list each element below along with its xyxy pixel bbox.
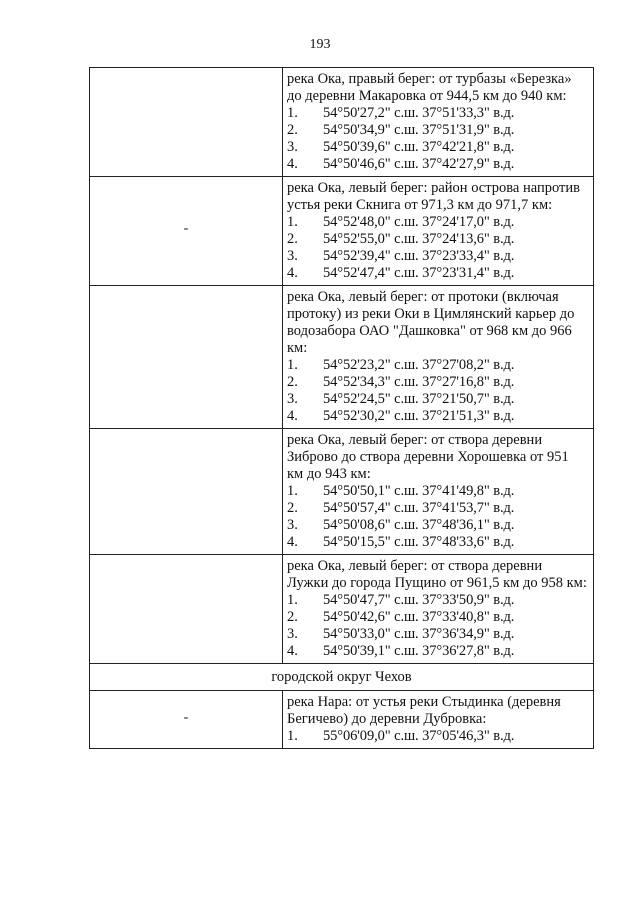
river-section-description: река Ока, левый берег: от створа деревни Зиброво до створа деревни Хорошевка от 951 км до 943 км: bbox=[287, 432, 569, 482]
point-coordinates: 54°52'24,5" с.ш. 37°21'50,7" в.д. bbox=[323, 391, 515, 407]
coordinate-point bbox=[287, 156, 587, 173]
point-number: 2. bbox=[287, 231, 298, 247]
point-coordinates: 54°50'47,7" с.ш. 37°33'50,9" в.д. bbox=[323, 592, 515, 608]
marker-cell bbox=[90, 429, 283, 555]
point-coordinates: 54°52'55,0" с.ш. 37°24'13,6" в.д. bbox=[323, 231, 515, 247]
point-coordinates: 54°50'57,4" с.ш. 37°41'53,7" в.д. bbox=[323, 500, 515, 516]
coordinate-point bbox=[287, 626, 587, 643]
coordinate-point bbox=[287, 408, 587, 425]
marker-cell bbox=[90, 286, 283, 429]
point-coordinates: 54°52'48,0" с.ш. 37°24'17,0" в.д. bbox=[323, 214, 515, 230]
marker-cell bbox=[90, 177, 283, 286]
river-section-description: река Ока, левый берег: район острова напротив устья реки Скнига от 971,3 км до 971,7 км: bbox=[287, 180, 580, 213]
point-number: 2. bbox=[287, 609, 298, 625]
table-row bbox=[90, 68, 594, 177]
point-number: 4. bbox=[287, 156, 298, 172]
point-number: 4. bbox=[287, 643, 298, 659]
coordinate-point bbox=[287, 248, 587, 265]
table-row bbox=[90, 555, 594, 664]
point-coordinates: 54°50'50,1" с.ш. 37°41'49,8" в.д. bbox=[323, 483, 515, 499]
point-coordinates: 54°50'39,1" с.ш. 37°36'27,8" в.д. bbox=[323, 643, 515, 659]
point-number: 4. bbox=[287, 408, 298, 424]
coordinate-point bbox=[287, 374, 587, 391]
coordinate-point bbox=[287, 139, 587, 156]
point-coordinates: 54°50'27,2" с.ш. 37°51'33,3" в.д. bbox=[323, 105, 515, 121]
river-section-description: река Ока, правый берег: от турбазы «Березка» до деревни Макаровка от 944,5 км до 940 км: bbox=[287, 71, 572, 104]
point-coordinates: 54°52'23,2" с.ш. 37°27'08,2" в.д. bbox=[323, 357, 515, 373]
marker-cell bbox=[90, 555, 283, 664]
point-number: 4. bbox=[287, 534, 298, 550]
point-number: 1. bbox=[287, 214, 298, 230]
coordinate-point bbox=[287, 265, 587, 282]
table-row bbox=[90, 691, 594, 749]
point-number: 3. bbox=[287, 517, 298, 533]
point-number: 2. bbox=[287, 122, 298, 138]
point-number: 1. bbox=[287, 483, 298, 499]
description-cell bbox=[283, 555, 594, 664]
point-number: 1. bbox=[287, 728, 298, 744]
river-section-description: река Нара: от устья реки Стыдинка (деревня Бегичево) до деревни Дубровка: bbox=[287, 694, 561, 727]
table-row bbox=[90, 429, 594, 555]
point-number: 1. bbox=[287, 105, 298, 121]
point-coordinates: 54°50'15,5" с.ш. 37°48'33,6" в.д. bbox=[323, 534, 515, 550]
coordinate-point bbox=[287, 122, 587, 139]
coordinate-point bbox=[287, 357, 587, 374]
coordinate-point bbox=[287, 728, 587, 745]
point-coordinates: 54°50'08,6" с.ш. 37°48'36,1" в.д. bbox=[323, 517, 515, 533]
point-coordinates: 54°52'30,2" с.ш. 37°21'51,3" в.д. bbox=[323, 408, 515, 424]
coordinate-point bbox=[287, 534, 587, 551]
point-number: 2. bbox=[287, 500, 298, 516]
point-number: 2. bbox=[287, 374, 298, 390]
coordinate-point bbox=[287, 231, 587, 248]
row-marker: - bbox=[183, 709, 189, 725]
point-number: 4. bbox=[287, 265, 298, 281]
marker-cell bbox=[90, 691, 283, 749]
coordinate-point bbox=[287, 517, 587, 534]
coordinate-point bbox=[287, 500, 587, 517]
coordinate-point bbox=[287, 483, 587, 500]
coordinates-table bbox=[89, 67, 594, 749]
point-coordinates: 54°50'39,6" с.ш. 37°42'21,8" в.д. bbox=[323, 139, 515, 155]
table-body bbox=[90, 68, 594, 749]
table-row bbox=[90, 286, 594, 429]
point-coordinates: 54°52'39,4" с.ш. 37°23'33,4" в.д. bbox=[323, 248, 515, 264]
point-coordinates: 54°50'33,0" с.ш. 37°36'34,9" в.д. bbox=[323, 626, 515, 642]
point-coordinates: 54°50'42,6" с.ш. 37°33'40,8" в.д. bbox=[323, 609, 515, 625]
row-marker: - bbox=[183, 221, 189, 236]
river-section-description: река Ока, левый берег: от протоки (включая протоку) из реки Оки в Цимлянский карьер до водозабора ОАО "Дашковка" от 968 км до 966 км: bbox=[287, 289, 575, 356]
page-number: 193 bbox=[309, 37, 331, 52]
description-cell bbox=[283, 429, 594, 555]
coordinate-point bbox=[287, 391, 587, 408]
coordinate-point bbox=[287, 214, 587, 231]
description-cell bbox=[283, 68, 594, 177]
point-coordinates: 54°50'46,6" с.ш. 37°42'27,9" в.д. bbox=[323, 156, 515, 172]
description-cell bbox=[283, 691, 594, 749]
coordinate-point bbox=[287, 609, 587, 626]
table-row bbox=[90, 177, 594, 286]
point-coordinates: 55°06'09,0" с.ш. 37°05'46,3" в.д. bbox=[323, 728, 515, 744]
point-number: 1. bbox=[287, 592, 298, 608]
point-number: 3. bbox=[287, 139, 298, 155]
point-coordinates: 54°52'47,4" с.ш. 37°23'31,4" в.д. bbox=[323, 265, 515, 281]
coordinate-point bbox=[287, 105, 587, 122]
point-number: 3. bbox=[287, 626, 298, 642]
section-title: городской округ Чехов bbox=[90, 664, 594, 691]
river-section-description: река Ока, левый берег: от створа деревни Лужки до города Пущино от 961,5 км до 958 км: bbox=[287, 558, 587, 591]
description-cell bbox=[283, 177, 594, 286]
coordinate-point bbox=[287, 592, 587, 609]
point-number: 3. bbox=[287, 248, 298, 264]
description-cell bbox=[283, 286, 594, 429]
coordinate-point bbox=[287, 643, 587, 660]
section-header-row bbox=[90, 664, 594, 691]
marker-cell bbox=[90, 68, 283, 177]
point-coordinates: 54°52'34,3" с.ш. 37°27'16,8" в.д. bbox=[323, 374, 515, 390]
point-coordinates: 54°50'34,9" с.ш. 37°51'31,9" в.д. bbox=[323, 122, 515, 138]
point-number: 1. bbox=[287, 357, 298, 373]
point-number: 3. bbox=[287, 391, 298, 407]
